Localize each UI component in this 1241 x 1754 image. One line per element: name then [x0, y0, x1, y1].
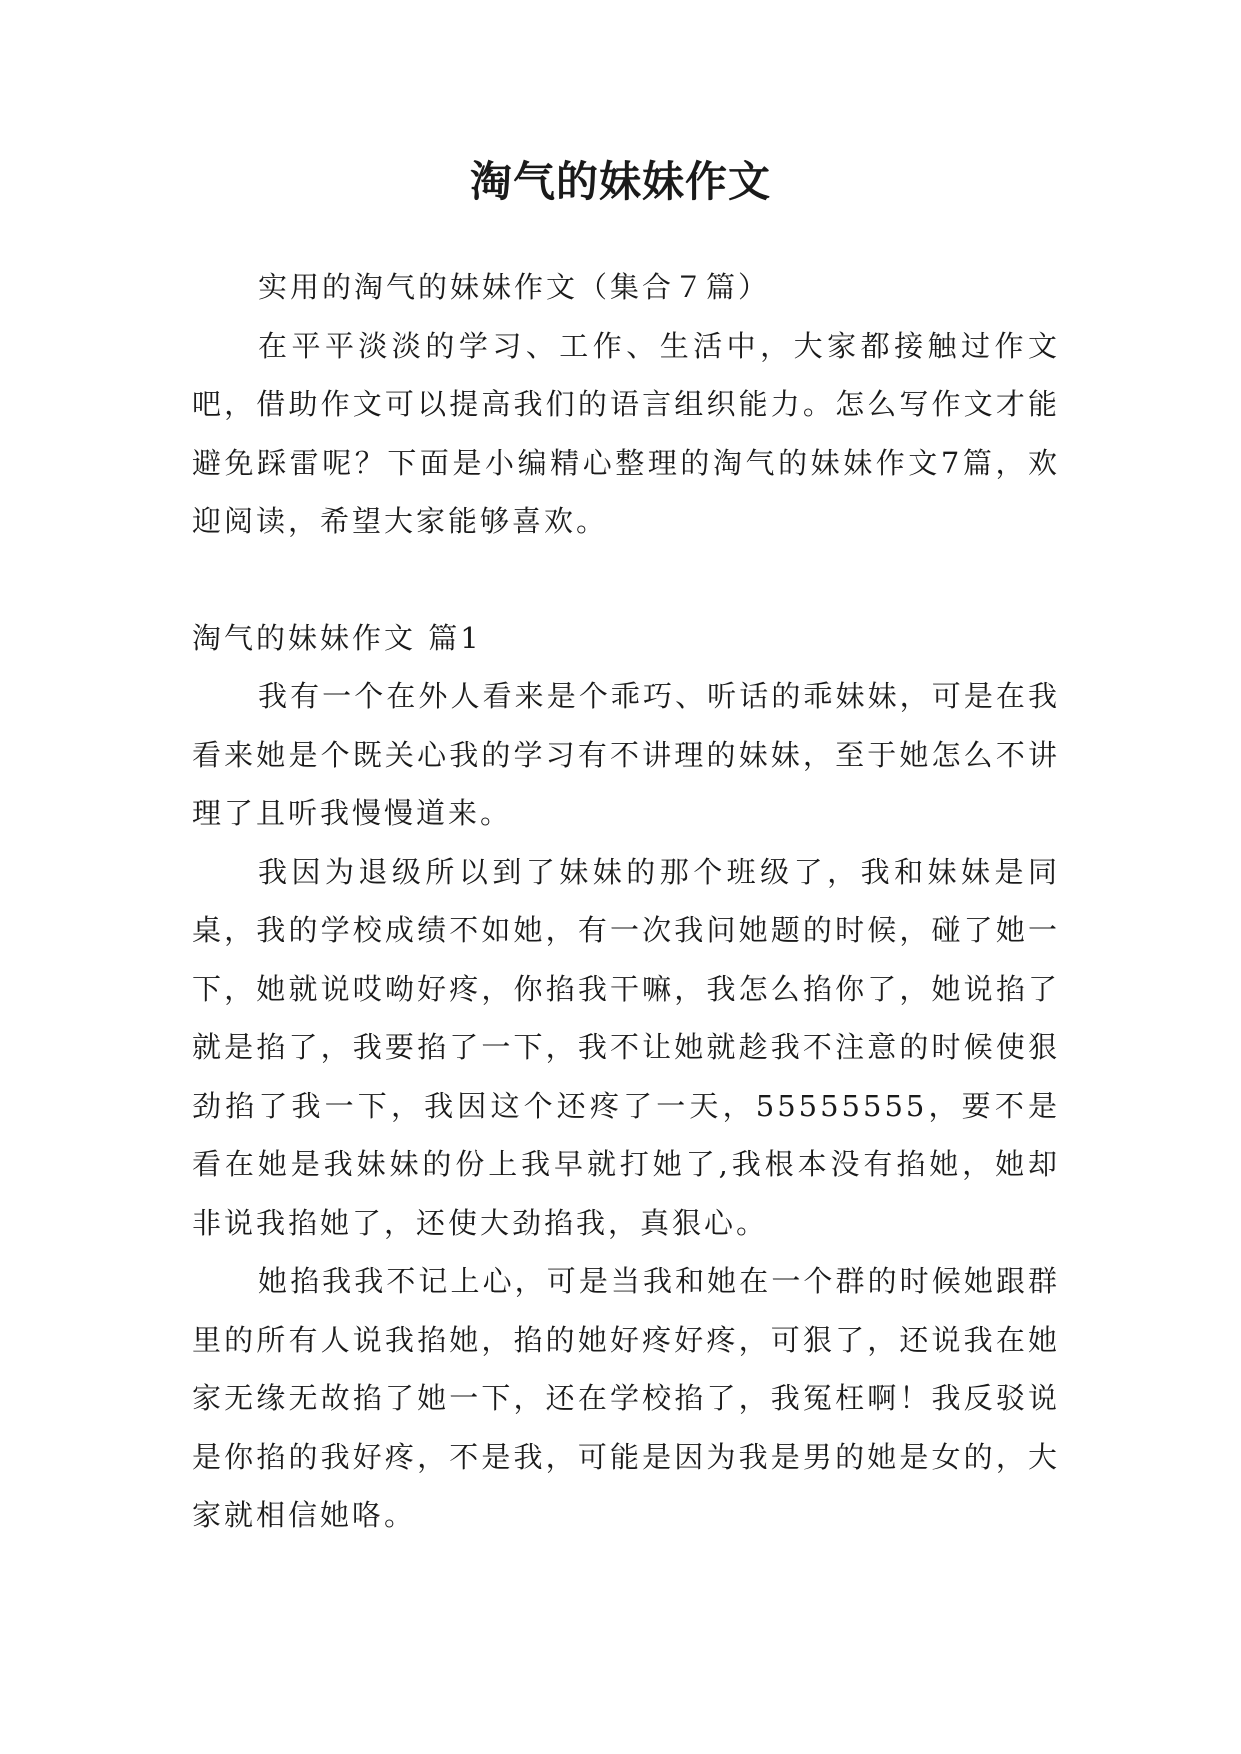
body-paragraph: 我因为退级所以到了妹妹的那个班级了，我和妹妹是同桌，我的学校成绩不如她，有一次我问她题的时候，碰了她一下，她就说哎呦好疼，你掐我干嘛，我怎么掐你了，她说掐了就是掐了，我要掐了一下，我不让她就趁我不注意的时候使狠劲掐了我一下，我因这个还疼了一天，55555555，要不是看在她是我妹妹的份上我早就打她了,我根本没有掐她，她却非说我掐她了，还使大劲掐我，真狠心。 — [192, 854, 1060, 1240]
document-body — [192, 258, 1060, 1545]
subtitle-paragraph: 实用的淘气的妹妹作文（集合７篇） — [258, 270, 771, 304]
section-heading: 淘气的妹妹作文 篇1 — [192, 620, 482, 655]
body-paragraph: 她掐我我不记上心，可是当我和她在一个群的时候她跟群里的所有人说我掐她，掐的她好疼好疼，可狠了，还说我在她家无缘无故掐了她一下，还在学校掐了，我冤枉啊！我反驳说是你掐的我好疼，不是我，可能是因为我是男的她是女的，大家就相信她咯。 — [192, 1264, 1060, 1532]
section-spacer — [192, 551, 1060, 609]
document-title: 淘气的妹妹作文 — [469, 157, 771, 206]
body-paragraph: 我有一个在外人看来是个乖巧、听话的乖妹妹，可是在我看来她是个既关心我的学习有不讲理的妹妹，至于她怎么不讲理了且听我慢慢道来。 — [192, 679, 1060, 830]
intro-paragraph: 在平平淡淡的学习、工作、生活中，大家都接触过作文吧，借助作文可以提高我们的语言组织能力。怎么写作文才能避免踩雷呢？下面是小编精心整理的淘气的妹妹作文7篇，欢迎阅读，希望大家能够喜欢。 — [192, 328, 1060, 538]
